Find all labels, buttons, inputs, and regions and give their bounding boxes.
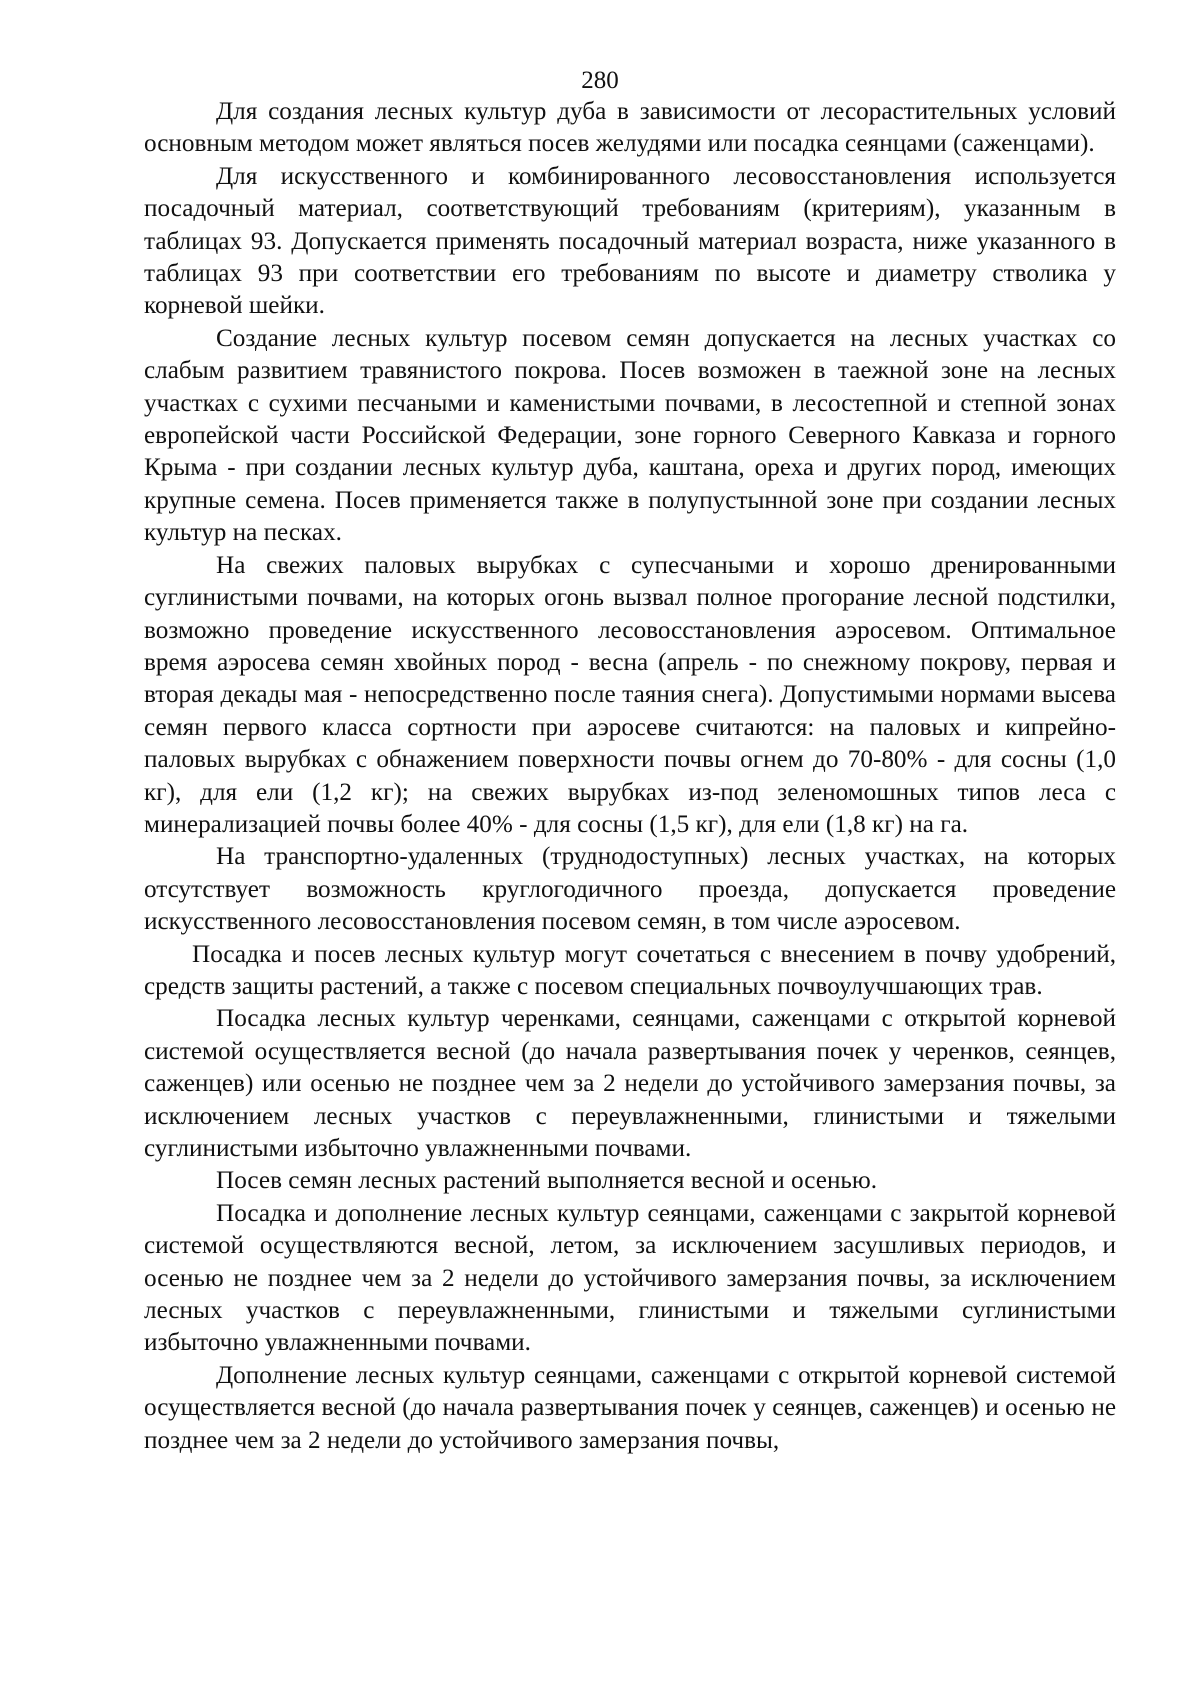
- paragraph-aerial-sowing: На свежих паловых вырубках с супесчаными и хорошо дренированными суглинистыми почвами, на которых огонь вызвал полное прогорание лесной подстилки, возможно проведение искусственного лесовосстановления аэросевом. Оптимальное время аэросева семян хвойных пород - весна (апрель - по снежному покрову, первая и вторая декады мая - непосредственно после таяния снега). Допустимыми нормами высева семян первого класса сортности при аэросеве считаются: на паловых и кипрейно-паловых вырубках с обнажением поверхности почвы огнем до 70-80% - для сосны (1,0 кг), для ели (1,2 кг); на свежих вырубках из-под зеленомошных типов леса с минерализацией почвы более 40% - для сосны (1,5 кг), для ели (1,8 кг) на га.: [144, 551, 1116, 838]
- paragraph-planting-material: Для искусственного и комбинированного лесовосстановления используется посадочный материал, соответствующий требованиям (критериям), указанным в таблицах 93. Допускается применять посадочный материал возраста, ниже указанного в таблицах 93 при соответствии его требованиям по высоте и диаметру стволика у корневой шейки.: [144, 162, 1116, 320]
- paragraph-supplementing-cultures: Дополнение лесных культур сеянцами, саженцами с открытой корневой системой осуществляется весной (до начала развертывания почек у сеянцев, саженцев) и осенью не позднее чем за 2 недели до устойчивого замерзания почвы,: [144, 1361, 1116, 1454]
- paragraph-remote-areas: На транспортно-удаленных (труднодоступных) лесных участках, на которых отсутствует возможность круглогодичного проезда, допускается проведение искусственного лесовосстановления посевом семян, в том числе аэросевом.: [144, 843, 1116, 936]
- paragraph-open-root-planting: Посадка лесных культур черенками, сеянцами, саженцами с открытой корневой системой осуществляется весной (до начала развертывания почек у черенков, сеянцев, саженцев) или осенью не позднее чем за 2 недели до устойчивого замерзания почвы, за исключением лесных участков с переувлажненными, глинистыми и тяжелыми суглинистыми избыточно увлажненными почвами.: [144, 1005, 1116, 1162]
- paragraph-seed-sowing-season: Посев семян лесных растений выполняется весной и осенью.: [216, 1167, 878, 1195]
- document-body: [144, 96, 1116, 1457]
- paragraph-fertilizers: Посадка и посев лесных культур могут сочетаться с внесением в почву удобрений, средств защиты растений, а также с посевом специальных почвоулучшающих трав.: [144, 940, 1116, 1000]
- paragraph-oak-cultures: Для создания лесных культур дуба в зависимости от лесорастительных условий основным методом может являться посев желудями или посадка сеянцами (саженцами).: [144, 98, 1116, 158]
- paragraph-seed-sowing: Создание лесных культур посевом семян допускается на лесных участках со слабым развитием травянистого покрова. Посев возможен в таежной зоне на лесных участках с сухими песчаными и каменистыми почвами, в лесостепной и степной зонах европейской части Российской Федерации, зоне горного Северного Кавказа и горного Крыма - при создании лесных культур дуба, каштана, ореха и других пород, имеющих крупные семена. Посев применяется также в полупустынной зоне при создании лесных культур на песках.: [144, 324, 1116, 547]
- page-number: 280: [581, 67, 619, 94]
- paragraph-closed-root-planting: Посадка и дополнение лесных культур сеянцами, саженцами с закрытой корневой системой осуществляются весной, летом, за исключением засушливых периодов, и осенью не позднее чем за 2 недели до устойчивого замерзания почвы, за исключением лесных участков с переувлажненными, глинистыми и тяжелыми суглинистыми избыточно увлажненными почвами.: [144, 1199, 1116, 1357]
